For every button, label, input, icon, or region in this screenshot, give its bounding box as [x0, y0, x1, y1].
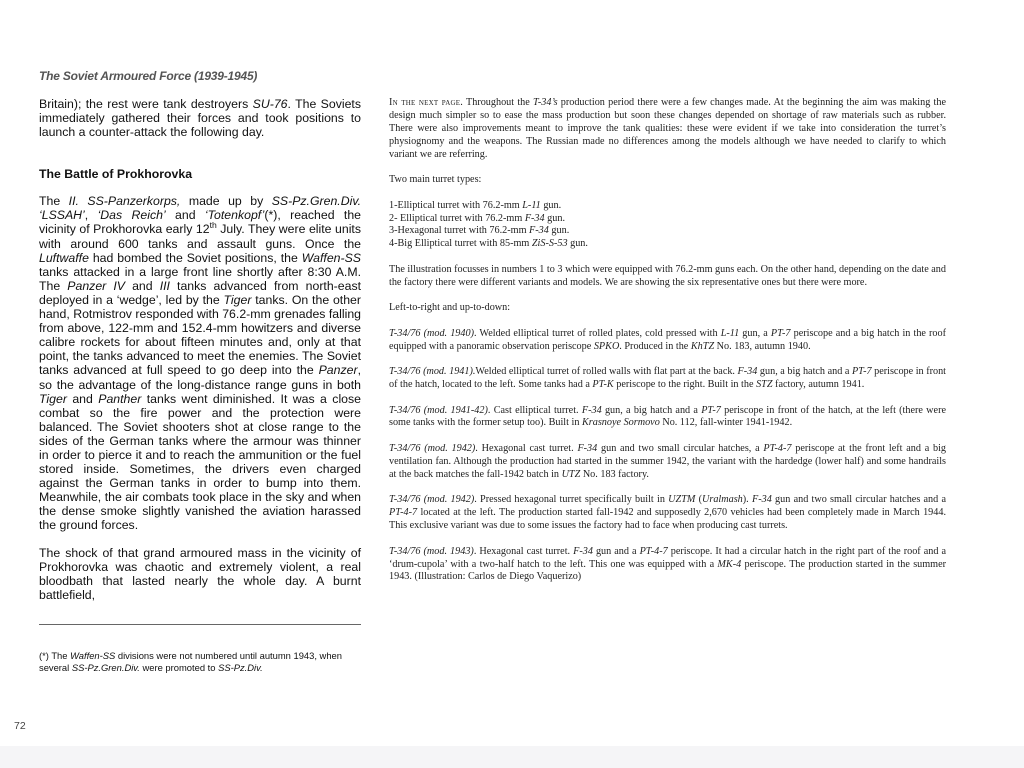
page-number: 72 — [14, 720, 26, 732]
left-paragraph-3: The shock of that grand armoured mass in the vicinity of Prokhorovka was chaotic and extremely violent, a real bloodbath that lasted nearly the whole day. A burnt battlefield, — [39, 545, 361, 602]
order-note: Left-to-right and up-to-down: — [389, 302, 511, 314]
left-paragraph-2: The II. SS-Panzerkorps, made up by SS-Pz.Gren.Div. ‘LSSAH’, ‘Das Reich’ and ‘Totenkopf’(*), reached the vicinity of Prokhorovka early 12th July. They were elite units with around 600 tanks and assault guns. Once the Luftwaffe had bombed the Soviet positions, the Waffen-SS tanks attacked in a large front line shortly after 8:30 A.M. The Panzer IV and III tanks advanced from north-east deployed in a ‘wedge’, led by the Tiger tanks. On the other hand, Rotmistrov responded with 76.2-mm grenades falling from above, 122-mm and 152.4-mm howitzers and diverse calibre rockets for about fifteen minutes and, only at that point, the tanks advanced to meet the enemies. The Soviet tanks advanced at full speed to go deep into the Panzer, so the advantage of the long-distance range guns in both Tiger and Panther tanks went diminished. It was a close combat so the fire power and the protection were balanced. The Soviet shooters shot at close range to the sides of the German tanks where the armour was thinner in order to pierce it and to reach the ammunition or the fuel stored inside. Sometimes, the drivers even charged against the German tanks in order to bump into them. Meanwhile, the air combats took place in the sky and when the dense smoke slightly vanished the aviation harassed the ground forces. — [39, 194, 362, 533]
variant-description: T-34/76 (mod. 1943). Hexagonal cast turret. F-34 gun and a PT-4-7 periscope. It had a circular hatch in the right part of the roof and a ‘drum-cupola’ with a two-half hatch to the left. This one was equipped with a MK-4 periscope. The production started in the summer 1943. (Illustration: Carlos de Diego Vaquerizo) — [389, 545, 947, 583]
section-heading: The Battle of Prokhorovka — [39, 167, 193, 182]
variant-description: T-34/76 (mod. 1940). Welded elliptical turret of rolled plates, cold pressed with L-11 gun, a PT-7 periscope and a big hatch in the roof equipped with a panoramic observation periscope SPKO. Produced in the KhTZ No. 183, autumn 1940. — [389, 327, 947, 352]
running-header: The Soviet Armoured Force (1939-1945) — [39, 69, 258, 83]
turret-types-title: Two main turret types: — [389, 174, 482, 186]
variant-description: T-34/76 (mod. 1942). Pressed hexagonal turret specifically built in UZTM (Uralmash). F-34 gun and two small circular hatches and a PT-4-7 located at the left. The production started fall-1942 and supposedly 2,670 vehicles had been completely made in March 1944. This exclusive variant was due to some issues the factory had to face when producing cast turrets. — [389, 494, 947, 532]
turret-type-item: 2- Elliptical turret with 76.2-mm F-34 gun. — [389, 212, 565, 224]
illustration-note: The illustration focusses in numbers 1 to 3 which were equipped with 76.2-mm guns each. On the other hand, depending on the date and the factory there were different variants and models. We are showing the six representative ones but there were more. — [389, 263, 946, 288]
footnote-divider — [39, 624, 361, 625]
variant-description: T-34/76 (mod. 1941-42). Cast elliptical turret. F-34 gun, a big hatch and a PT-7 periscope in front of the hatch, at the left (there were some tanks with the former setup too). Built in Krasnoye Sormovo No. 112, fall-winter 1941-1942. — [389, 404, 946, 429]
left-column — [39, 97, 361, 602]
variant-description: T-34/76 (mod. 1941).Welded elliptical turret of rolled walls with flat part at the back. F-34 gun, a big hatch and a PT-7 periscope in front of the hatch, located to the left. Some tanks had a PT-K periscope to the right. Built in the STZ factory, autumn 1941. — [389, 366, 946, 391]
turret-type-item: 1-Elliptical turret with 76.2-mm L-11 gun. — [389, 199, 562, 211]
footnote: (*) The Waffen-SS divisions were not numbered until autumn 1943, when several SS-Pz.Gren.Div. were promoted to SS-Pz.Div. — [39, 650, 342, 673]
turret-types-list — [389, 200, 946, 252]
caption-intro: In the next page. Throughout the T-34’s production period there were a few changes made. At the beginning the aim was making the design much simpler so to ease the mass production but soon these changes depended on shortage of raw materials such as rubber. There were also improvements meant to improve the tank qualities: these were evident if we take into consideration the turret’s physiognomy and the weapons. The Russian made no differences among the models although we have needed to clarify to which variant we are referring. — [389, 97, 946, 160]
right-column — [389, 97, 946, 597]
variant-description: T-34/76 (mod. 1942). Hexagonal cast turret. F-34 gun and two small circular hatches, a PT-4-7 periscope at the front left and a big ventilation fan. Although the production had started in the summer 1942, the variant with the hardedge (lower half) and some handrails at the back matches the fall-1942 batch in UTZ No. 183 factory. — [389, 442, 946, 480]
left-paragraph-1: Britain); the rest were tank destroyers SU-76. The Soviets immediately gathered their forces and took positions to launch a counter-attack the following day. — [39, 97, 361, 140]
turret-type-item: 4-Big Elliptical turret with 85-mm ZiS-S-53 gun. — [389, 238, 588, 250]
turret-type-item: 3-Hexagonal turret with 76.2-mm F-34 gun. — [389, 225, 570, 237]
